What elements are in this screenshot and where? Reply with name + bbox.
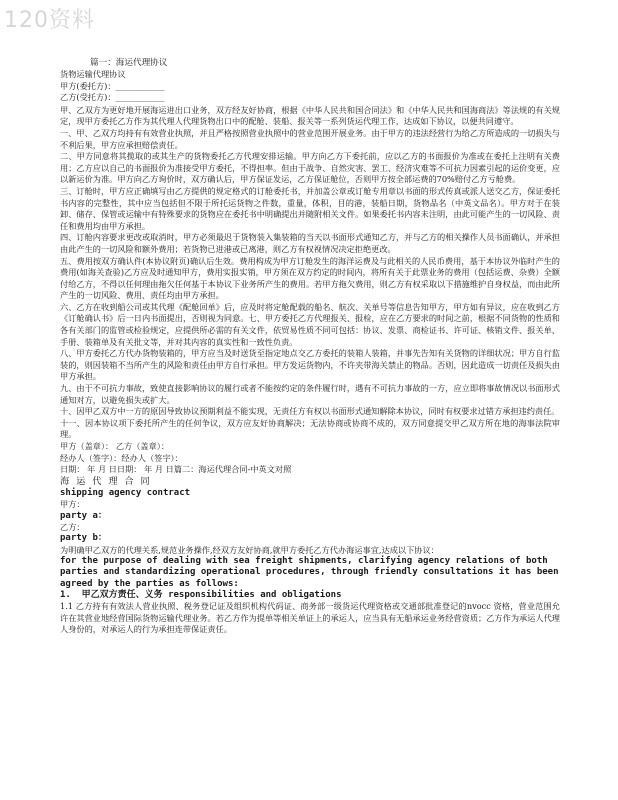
document-title: 篇一：海运代理协议 <box>90 58 168 68</box>
document-page <box>60 58 564 636</box>
signature-agent-row: 经办人（签字）：经办人（签字）： <box>60 452 183 463</box>
clause-4: 四、订舱内容要求更改或取消时，甲方必须最迟于货物装入集装箱的当天以书面形式通知乙方，并与乙方的相关操作人员书面确认，并承担由此产生的一切风险和额外费用；若货物已进港或已离港，则乙方有权视情况决定拒绝更改。 <box>60 232 560 254</box>
contract-title-cn: 海 运 代 理 合 同 <box>60 475 152 487</box>
intro-paragraph: 甲、乙双方为更好地开展海运进出口业务，双方经友好协商，根据《中华人民共和国合同法》和《中华人民共和国海商法》等法规的有关规定，现甲方委托乙方作为其代理人代理货物出口中的配舱、装船、报关等一系列货运代理工作，达成如下协议，以便共同遵守。 <box>60 104 560 127</box>
party-b-cn: 乙方： <box>60 521 85 532</box>
clause-1: 一、甲、乙双方均持有有效营业执照，并且严格按照营业执照中的营业范围开展业务。由于甲方的违法经营行为给乙方所造成的一切损失与不利后果，甲方应承担赔偿责任。 <box>60 127 560 150</box>
clause-9: 九、由于不可抗力事故，致使直接影响协议的履行或者不能按约定的条件履行时，遇有不可抗力事故的一方，应立即将事故情况以书面形式通知对方，以避免损失或扩大。 <box>60 383 560 405</box>
party-b-line: 乙方(受托方)：____________ <box>60 92 165 103</box>
signature-date-row: 日期： 年 月 日日期： 年 月 日篇二：海运代理合同-中英文对照 <box>60 464 292 475</box>
clause-5: 五、费用按双方确认件(本协议附页)确认后生效。费用构成为甲方订舱发生的海洋运费及与此相关的人民币费用，基于本协议外临时产生的费用(如海关查验)乙方应及时通知甲方，费用实报实销，甲方须在双方约定的时间内，将所有关于此票业务的费用（包括运费、杂费）全额付给乙方，不得以任何理由拖欠任何基于本协议下业务所产生的费用。若甲方拖欠费用，则乙方有权采取以下措施维护自身权益，而由此所产生的一切风险、费用、责任均由甲方承担。 <box>60 255 560 301</box>
clause-2: 二、甲方同意将其揽取的或其生产的货物委托乙方代理安排运输。甲方向乙方下委托前，应以乙方的书面报价为准或在委托上注明有关费用；乙方应以自己的书面报价为准接受甲方委托，不得担率。但由于战争、自然灾害、罢工、经济灾难等不可抗力因素引起的运价变更，应以新运价为准。甲方向乙方询价时，双方确认后，甲方保证发运，乙方保证舱位，否则甲方按全部运费的70%赔付乙方亏舱费。 <box>60 151 560 185</box>
document-subtitle: 货物运输代理协议 <box>60 69 126 79</box>
party-a-line: 甲方(委托方)：____________ <box>60 80 165 91</box>
clause-6-7: 六、乙方在收到船公司或其代理《配舱回单》后，应及时将定舱配载的船名、航次、关单号等信息告知甲方，甲方如有异议，应在收到乙方《订舱确认书》后一日内书面提出，否则视为同意。七、甲方委托乙方代理报关、报检，应在乙方要求的时间之前，根据不同货物的性质和各有关部门的监管或检验规定，应提供所必需的有关文件，依贸易性质不同可包括：协议、发票、商检证书、许可证、核销文件、报关单、手册、装箱单及有关批文等，并对其内容的真实性和一致性负责。 <box>60 301 560 347</box>
clause-3: 三、订舱时，甲方应正确填写由乙方提供的规定格式的订舱委托书，并加盖公章或订舱专用章以书面的形式传真或派人送交乙方，保证委托书内容的完整性，其中应当包括但不限于所托运货物之件数，重量，体积，目的港，装船日期，货物品名（中英文品名）。甲方对于在装卸、储存、保管或运输中有特殊要求的货物应在委托书中明确提出并随附相关文件。如果委托书内容未注明，由此可能产生的一切风险、责任和费用均由甲方承担。 <box>60 185 560 231</box>
purpose-en: for the purpose of dealing with sea freight shipments, clarifying agency relations of both parties and standardizing operational procedures, through friendly consultations it has been agreed by the parties as follows: <box>60 556 564 589</box>
purpose-cn: 为明确甲乙双方的代理关系,规范业务操作,经双方友好协商,就甲方委托乙方代办海运事宜,达成以下协议： <box>60 544 439 555</box>
clause-10: 十、因甲乙双方中一方的原因导致协议预期利益不能实现，无责任方有权以书面形式通知解除本协议，同时有权要求过错方承担违约责任。 <box>60 406 560 417</box>
clause-8: 八、甲方委托乙方代办货物装箱的，甲方应当及时送货至指定地点交乙方委托的装箱人装箱，并事先告知有关货物的详细状况；甲方自行监装的，则因装箱不当所产生的风险和责任由甲方自行承担。甲方发运货物内，不许夹带海关禁止的物品。否则，因此造成一切责任及损失由甲方承担。 <box>60 348 560 382</box>
signature-party-row: 甲方（盖章）： 乙方（盖章）： <box>60 441 170 451</box>
party-b-en: party b： <box>60 533 107 544</box>
contract-title-en: shipping agency contract <box>60 487 191 498</box>
section-1-1: 1.1 乙方持有有效法人营业执照、税务登记证及组织机构代码证、商务部一级货运代理资格或交通部批准登记的nvocc 资格，营业范围允许在其营业地经营国际货物运输代理业务。若乙方作为提单等相关单证上的承运人，应当具有无船承运业务经营资质；乙方作为承运人代理人身份的，对承运人的行为承担连带保证责任。 <box>60 600 560 635</box>
watermark-logo: 120资料 <box>4 8 95 33</box>
party-a-cn: 甲方： <box>60 498 85 509</box>
clause-11: 十一、因本协议项下委托所产生的任何争议，双方应友好协商解决；无法协商或协商不成的，双方同意提交甲乙双方所在地的海事法院审理。 <box>60 417 560 440</box>
section-1-heading: 1. 甲乙双方责任、义务 responsibilities and obligations <box>60 589 342 600</box>
party-a-en: party a： <box>60 510 107 521</box>
